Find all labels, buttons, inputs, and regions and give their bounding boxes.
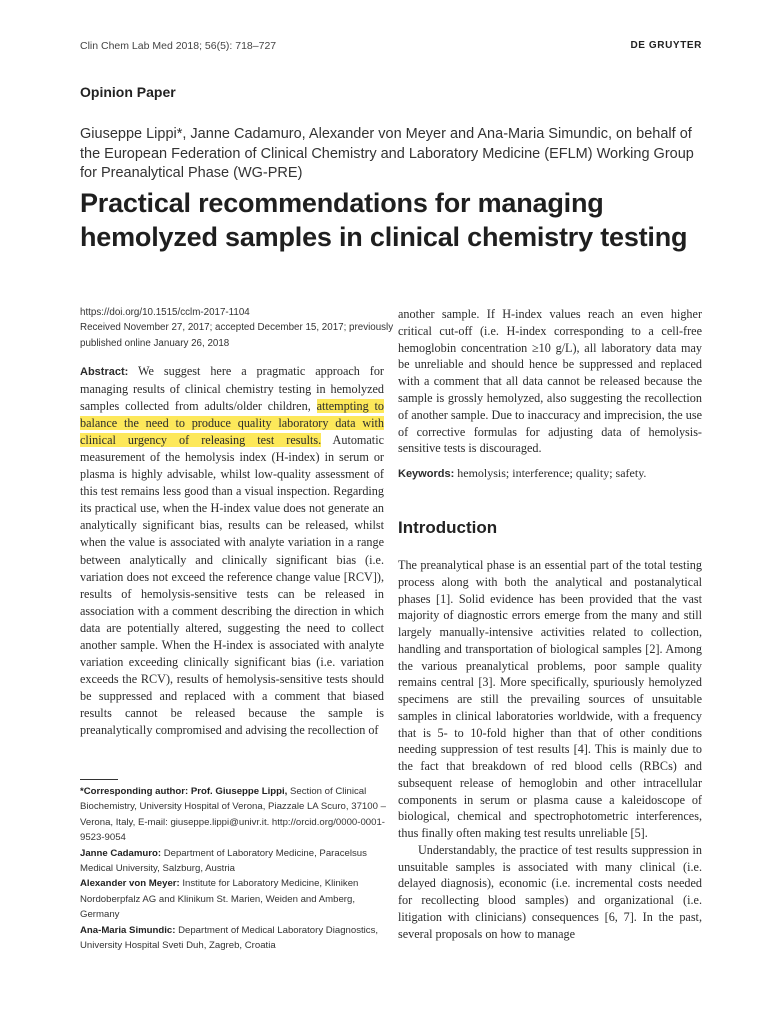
abstract-text-start: We suggest here a pragmatic approach for managing results of clinical chemistry testing in hemolyzed samples collected from adults/older children, [80,364,384,414]
paragraph: Understandably, the practice of test results suppression in unsuitable samples is associated with many clinical (i.e. delayed diagnosis), economic (i.e. incremental costs needed for recollecting blood samples) and organizational (i.e. litigation with clinicians) consequences [6, 7]. In the past, several proposals on how to manage [398,842,702,941]
paragraph: The preanalytical phase is an essential part of the total testing process along with both the analytical and postanalytical phases [1]. Solid evidence has been provided that the vast majority of diagnostic errors emerge from the many and still largely manually-intensive activities related to collection, handling and transportation of biological samples [2]. Among the various preanalytical problems, poor sample quality remains central [3]. More specifically, spuriously hemolyzed specimens are still the prevailing sources of unsuitable samples in clinical laboratories worldwide, with a frequency that is 5- to 10-fold higher than that of other conditions needing suppression of test results [4]. This is mainly due to the fact that breakdown of red blood cells (RBCs) and subsequent release of hemoglobin and other intracellular components in serum or plasma cause a kaleidoscope of biological, chemical and spectrophotometric interferences, thus finally often making test results unreliable [5]. [398,558,702,840]
abstract-heading: Abstract: [80,366,129,378]
paper-title: Practical recommendations for managing hemolyzed samples in clinical chemistry testing [80,188,688,252]
abstract-continuation: another sample. If H-index values reach an even higher critical cut-off (i.e. H-index corresponding to a cell-free hemoglobin concentration ≥10 g/L), all laboratory data may be unreliable and should hence be suppressed and replaced with a comment that all data cannot be released because the sample is grossly hemolyzed, also suggesting the recollection of another sample. Due to inaccuracy and imprecision, the use of corrective formulas for adjusting data of hemolysis-sensitive tests is discouraged. [398,307,702,456]
received-dates: Received November 27, 2017; accepted December 15, 2017; previously [80,322,394,334]
abstract-text-end: Automatic measurement of the hemolysis index (H-index) in serum or plasma is highly advisable, whilst low-quality assessment of this test remains less good than a visual inspection. Regarding its practical use, when the H-index value does not generate an analytically significant bias, results can be released, whilst when the value is associated with analyte variation in a range between analytically and clinically significant bias (i.e. variation does not exceed the reference change value [RCV]), results of hemolysis-sensitive tests can be released in association with a comment describing the direction in which data are potentially altered, suggesting the need to collect another sample. When the H-index is associated with analyte variation exceeding clinically significant bias (i.e. variation exceeds the RCV), results of hemolysis-sensitive tests should be suppressed and replaced with a comment that biased results cannot be released because the sample is preanalytically compromised and advising the recollection of [80,433,384,737]
introduction-body [398,557,702,942]
keywords-text: hemolysis; interference; quality; safety. [457,466,647,480]
journal-reference: Clin Chem Lab Med 2018; 56(5): 718–727 [80,40,277,52]
section-heading-introduction: Introduction [398,518,498,537]
author-list: Giuseppe Lippi*, Janne Cadamuro, Alexander von Meyer and Ana-Maria Simundic, on behalf of the European Federation of Clinical Chemistry and Laboratory Medicine (EFLM) Working Group for Preanalytical Phase (WG-PRE) [80,126,694,181]
keywords-heading: Keywords: [398,468,455,480]
footnote-divider [80,779,118,780]
keywords [398,465,702,482]
footnote-corresponding-author: *Corresponding author: Prof. Giuseppe Lippi, Section of Clinical Biochemistry, University Hospital of Verona, Piazzale LA Scuro, 37100 – Verona, Italy, E-mail: giuseppe.lippi@univr.it. http://orcid.org/0000-0001-9523-9054 [80,786,386,844]
abstract [80,363,384,739]
footnote-author: Janne Cadamuro: Department of Laboratory Medicine, Paracelsus Medical University, Salzburg, Austria [80,847,367,875]
article-meta [80,305,394,351]
footnote-author: Ana-Maria Simundic: Department of Medical Laboratory Diagnostics, University Hospital Sveti Duh, Zagreb, Croatia [80,924,379,952]
doi-link[interactable]: https://doi.org/10.1515/cclm-2017-1104 [80,307,250,318]
publisher-name: DE GRUYTER [630,40,702,51]
published-date: published online January 26, 2018 [80,337,230,349]
running-head [80,38,702,58]
highlighted-passage: attempting to balance the need to produce quality laboratory data with clinical urgency of releasing test results. [80,399,384,448]
paper-type: Opinion Paper [80,84,176,100]
footnote-author: Alexander von Meyer: Institute for Laboratory Medicine, Kliniken Nordoberpfalz AG and Klinikum St. Marien, Weiden and Amberg, Germany [80,878,359,921]
author-footnotes [80,784,390,953]
